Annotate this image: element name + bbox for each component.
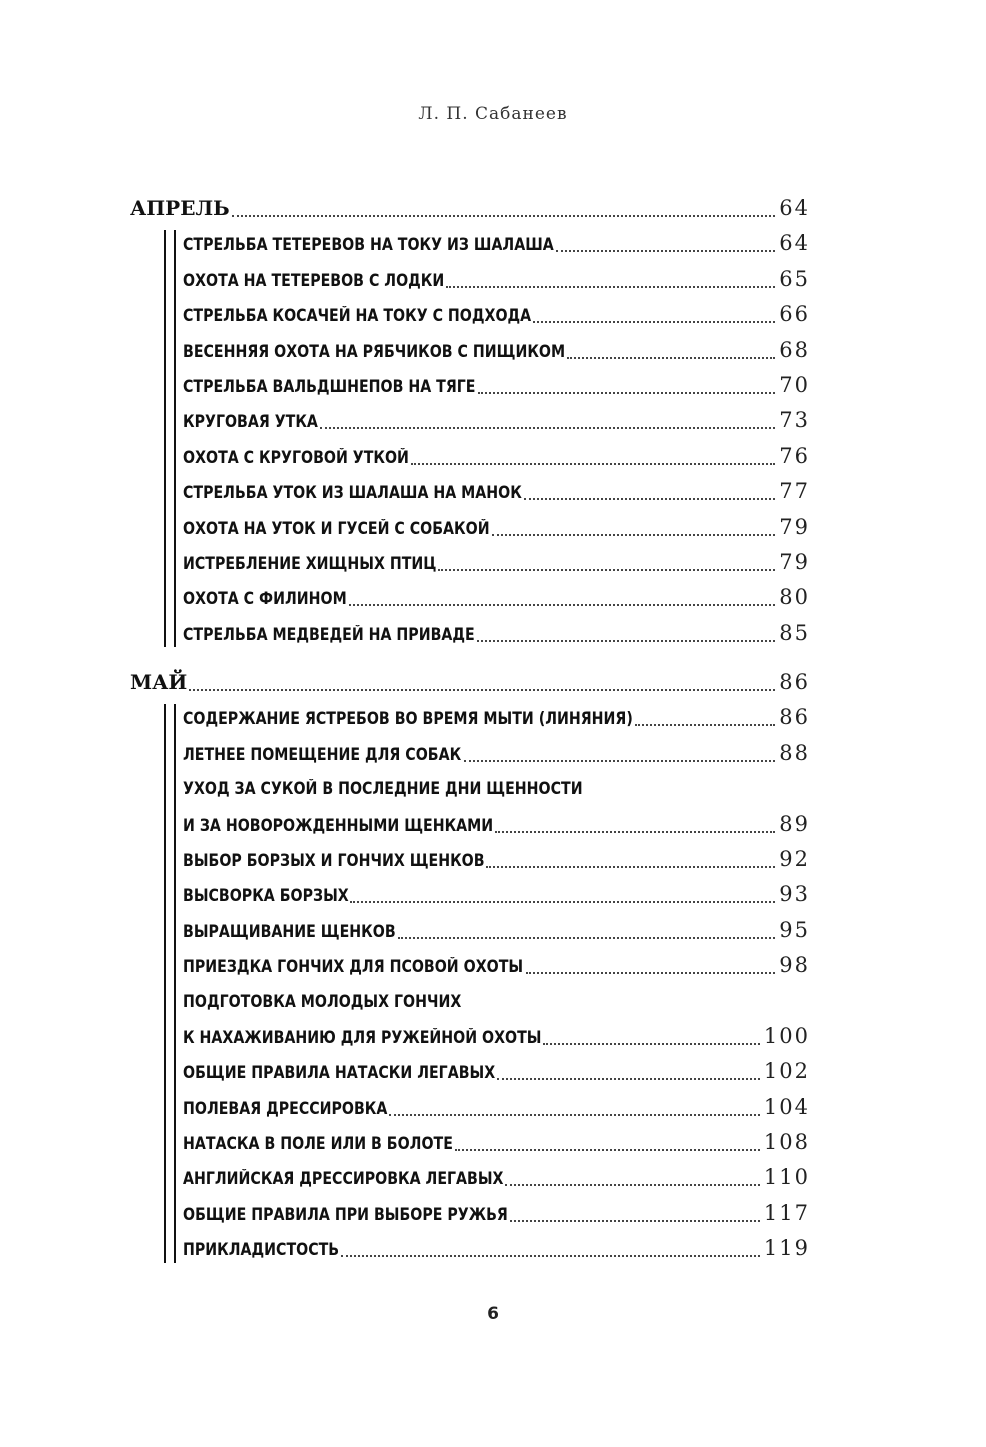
toc-entry[interactable]: [183, 877, 810, 912]
dot-leader: [320, 419, 775, 427]
entry-page: 93: [779, 882, 810, 907]
entry-list: [164, 226, 810, 651]
entry-label: ОХОТА НА ТЕТЕРЕВОВ С ЛОДКИ: [183, 270, 445, 290]
entry-label: ОХОТА С КРУГОВОЙ УТКОЙ: [183, 447, 409, 467]
entry-label: НАТАСКА В ПОЛЕ ИЛИ В БОЛОТЕ: [183, 1134, 453, 1154]
dot-leader: [567, 349, 775, 357]
dot-leader: [398, 929, 775, 937]
toc-entry[interactable]: [183, 297, 810, 332]
entry-page: 76: [779, 443, 810, 468]
entry-label: КРУГОВАЯ УТКА: [183, 412, 318, 432]
entry-page: 79: [779, 514, 810, 539]
entry-page: 73: [779, 408, 810, 433]
entry-label: СТРЕЛЬБА УТОК ИЗ ШАЛАША НА МАНОК: [183, 483, 522, 503]
toc-entry[interactable]: [183, 700, 810, 735]
entry-label: К НАХАЖИВАНИЮ ДЛЯ РУЖЕЙНОЙ ОХОТЫ: [183, 1027, 542, 1047]
toc-entry[interactable]: [183, 1090, 810, 1125]
toc-entry[interactable]: [183, 510, 810, 545]
dot-leader: [492, 526, 775, 534]
toc-entry[interactable]: [183, 913, 810, 948]
entry-label: АНГЛИЙСКАЯ ДРЕССИРОВКА ЛЕГАВЫХ: [183, 1169, 504, 1189]
entry-page: 110: [763, 1165, 810, 1190]
dot-leader: [478, 384, 776, 392]
dot-leader: [464, 752, 776, 760]
dot-leader: [495, 823, 775, 831]
dot-leader: [438, 561, 775, 569]
entry-page: 108: [763, 1130, 810, 1155]
toc-entry[interactable]: [183, 736, 810, 771]
entry-label: ПРИКЛАДИСТОСТЬ: [183, 1240, 340, 1260]
entry-label: ПОДГОТОВКА МОЛОДЫХ ГОНЧИХ: [183, 991, 462, 1011]
dot-leader: [526, 964, 776, 972]
entry-page: 85: [779, 620, 810, 645]
entry-page: 77: [779, 479, 810, 504]
dot-leader: [524, 490, 775, 498]
entry-page: 64: [779, 231, 810, 256]
toc-entry[interactable]: [183, 1196, 810, 1231]
dot-leader: [341, 1247, 760, 1255]
entry-page: 102: [763, 1059, 810, 1084]
dot-leader: [497, 1070, 760, 1078]
entry-label: УХОД ЗА СУКОЙ В ПОСЛЕДНИЕ ДНИ ЩЕННОСТИ: [183, 779, 583, 799]
dot-leader: [389, 1106, 760, 1114]
entry-page: 86: [779, 705, 810, 730]
dot-leader: [533, 313, 775, 321]
entry-page: 119: [763, 1236, 810, 1261]
dot-leader: [189, 681, 775, 689]
dot-leader: [510, 1212, 760, 1220]
entry-label: ИСТРЕБЛЕНИЕ ХИЩНЫХ ПТИЦ: [183, 553, 437, 573]
dot-leader: [556, 242, 775, 250]
toc-entry[interactable]: [183, 948, 810, 983]
entry-page: 65: [779, 266, 810, 291]
toc-entry[interactable]: [183, 439, 810, 474]
entry-page: 80: [779, 585, 810, 610]
dot-leader: [446, 278, 775, 286]
entry-page: 66: [779, 302, 810, 327]
dot-leader: [543, 1035, 760, 1043]
dot-leader: [635, 716, 775, 724]
dot-leader: [349, 596, 775, 604]
section-page: 86: [779, 670, 810, 694]
entry-page: 104: [763, 1094, 810, 1119]
entry-label: ОБЩИЕ ПРАВИЛА НАТАСКИ ЛЕГАВЫХ: [183, 1063, 496, 1083]
toc-entry-first-line[interactable]: [183, 984, 810, 1019]
entry-label: ВЕСЕННЯЯ ОХОТА НА РЯБЧИКОВ С ПИЩИКОМ: [183, 341, 566, 361]
entry-label: ПОЛЕВАЯ ДРЕССИРОВКА: [183, 1098, 388, 1118]
section-title: АПРЕЛЬ: [130, 196, 230, 220]
entry-page: 98: [779, 953, 810, 978]
dot-leader: [505, 1176, 760, 1184]
dot-leader: [411, 455, 776, 463]
dot-leader: [350, 893, 775, 901]
entry-label: ОХОТА НА УТОК И ГУСЕЙ С СОБАКОЙ: [183, 518, 490, 538]
page-number: 6: [487, 1304, 499, 1324]
entry-label: ВЫБОР БОРЗЫХ И ГОНЧИХ ЩЕНКОВ: [183, 850, 485, 870]
section-heading[interactable]: [130, 665, 810, 700]
entry-page: 95: [779, 917, 810, 942]
entry-page: 88: [779, 740, 810, 765]
dot-leader: [232, 207, 776, 215]
section-heading[interactable]: [130, 191, 810, 226]
toc-entry[interactable]: [183, 545, 810, 580]
entry-page: 92: [779, 846, 810, 871]
toc-section-may: [130, 665, 810, 1267]
entry-label: ОБЩИЕ ПРАВИЛА ПРИ ВЫБОРЕ РУЖЬЯ: [183, 1204, 508, 1224]
running-head: Л. П. Сабанеев: [418, 104, 568, 124]
entry-label: ВЫСВОРКА БОРЗЫХ: [183, 886, 349, 906]
entry-label: ОХОТА С ФИЛИНОМ: [183, 589, 347, 609]
toc-entry[interactable]: [183, 333, 810, 368]
toc-entry[interactable]: [183, 1160, 810, 1195]
toc-entry[interactable]: [183, 807, 810, 842]
entry-page: 100: [763, 1023, 810, 1048]
toc-entry[interactable]: [183, 226, 810, 261]
toc-entry[interactable]: [183, 368, 810, 403]
entry-label: ВЫРАЩИВАНИЕ ЩЕНКОВ: [183, 921, 396, 941]
dot-leader: [455, 1141, 760, 1149]
toc-entry[interactable]: [183, 474, 810, 509]
entry-label: СТРЕЛЬБА ТЕТЕРЕВОВ НА ТОКУ ИЗ ШАЛАША: [183, 235, 554, 255]
toc-entry[interactable]: [183, 580, 810, 615]
entry-list: [164, 700, 810, 1266]
entry-page: 89: [779, 811, 810, 836]
toc-entry-first-line[interactable]: [183, 771, 810, 806]
entry-page: 68: [779, 337, 810, 362]
entry-label: СТРЕЛЬБА МЕДВЕДЕЙ НА ПРИВАДЕ: [183, 624, 475, 644]
section-page: 64: [779, 196, 810, 220]
toc-entry[interactable]: [183, 842, 810, 877]
entry-label: СТРЕЛЬБА ВАЛЬДШНЕПОВ НА ТЯГЕ: [183, 376, 476, 396]
dot-leader: [486, 858, 775, 866]
toc-entry[interactable]: [183, 403, 810, 438]
toc-entry[interactable]: [183, 1019, 810, 1054]
toc-section-april: [130, 191, 810, 651]
entry-label: ПРИЕЗДКА ГОНЧИХ ДЛЯ ПСОВОЙ ОХОТЫ: [183, 957, 524, 977]
toc-entry[interactable]: [183, 1054, 810, 1089]
toc-entry[interactable]: [183, 1125, 810, 1160]
entry-page: 70: [779, 372, 810, 397]
toc-entry[interactable]: [183, 616, 810, 651]
entry-page: 117: [763, 1200, 810, 1225]
entry-label: ЛЕТНЕЕ ПОМЕЩЕНИЕ ДЛЯ СОБАК: [183, 744, 462, 764]
entry-label: СТРЕЛЬБА КОСАЧЕЙ НА ТОКУ С ПОДХОДА: [183, 306, 532, 326]
entry-label: И ЗА НОВОРОЖДЕННЫМИ ЩЕНКАМИ: [183, 815, 494, 835]
dot-leader: [477, 632, 775, 640]
entry-page: 79: [779, 549, 810, 574]
toc-entry[interactable]: [183, 262, 810, 297]
entry-label: СОДЕРЖАНИЕ ЯСТРЕБОВ ВО ВРЕМЯ МЫТИ (ЛИНЯНИЯ): [183, 709, 633, 729]
toc-entry[interactable]: [183, 1231, 810, 1266]
section-title: МАЙ: [130, 670, 188, 694]
